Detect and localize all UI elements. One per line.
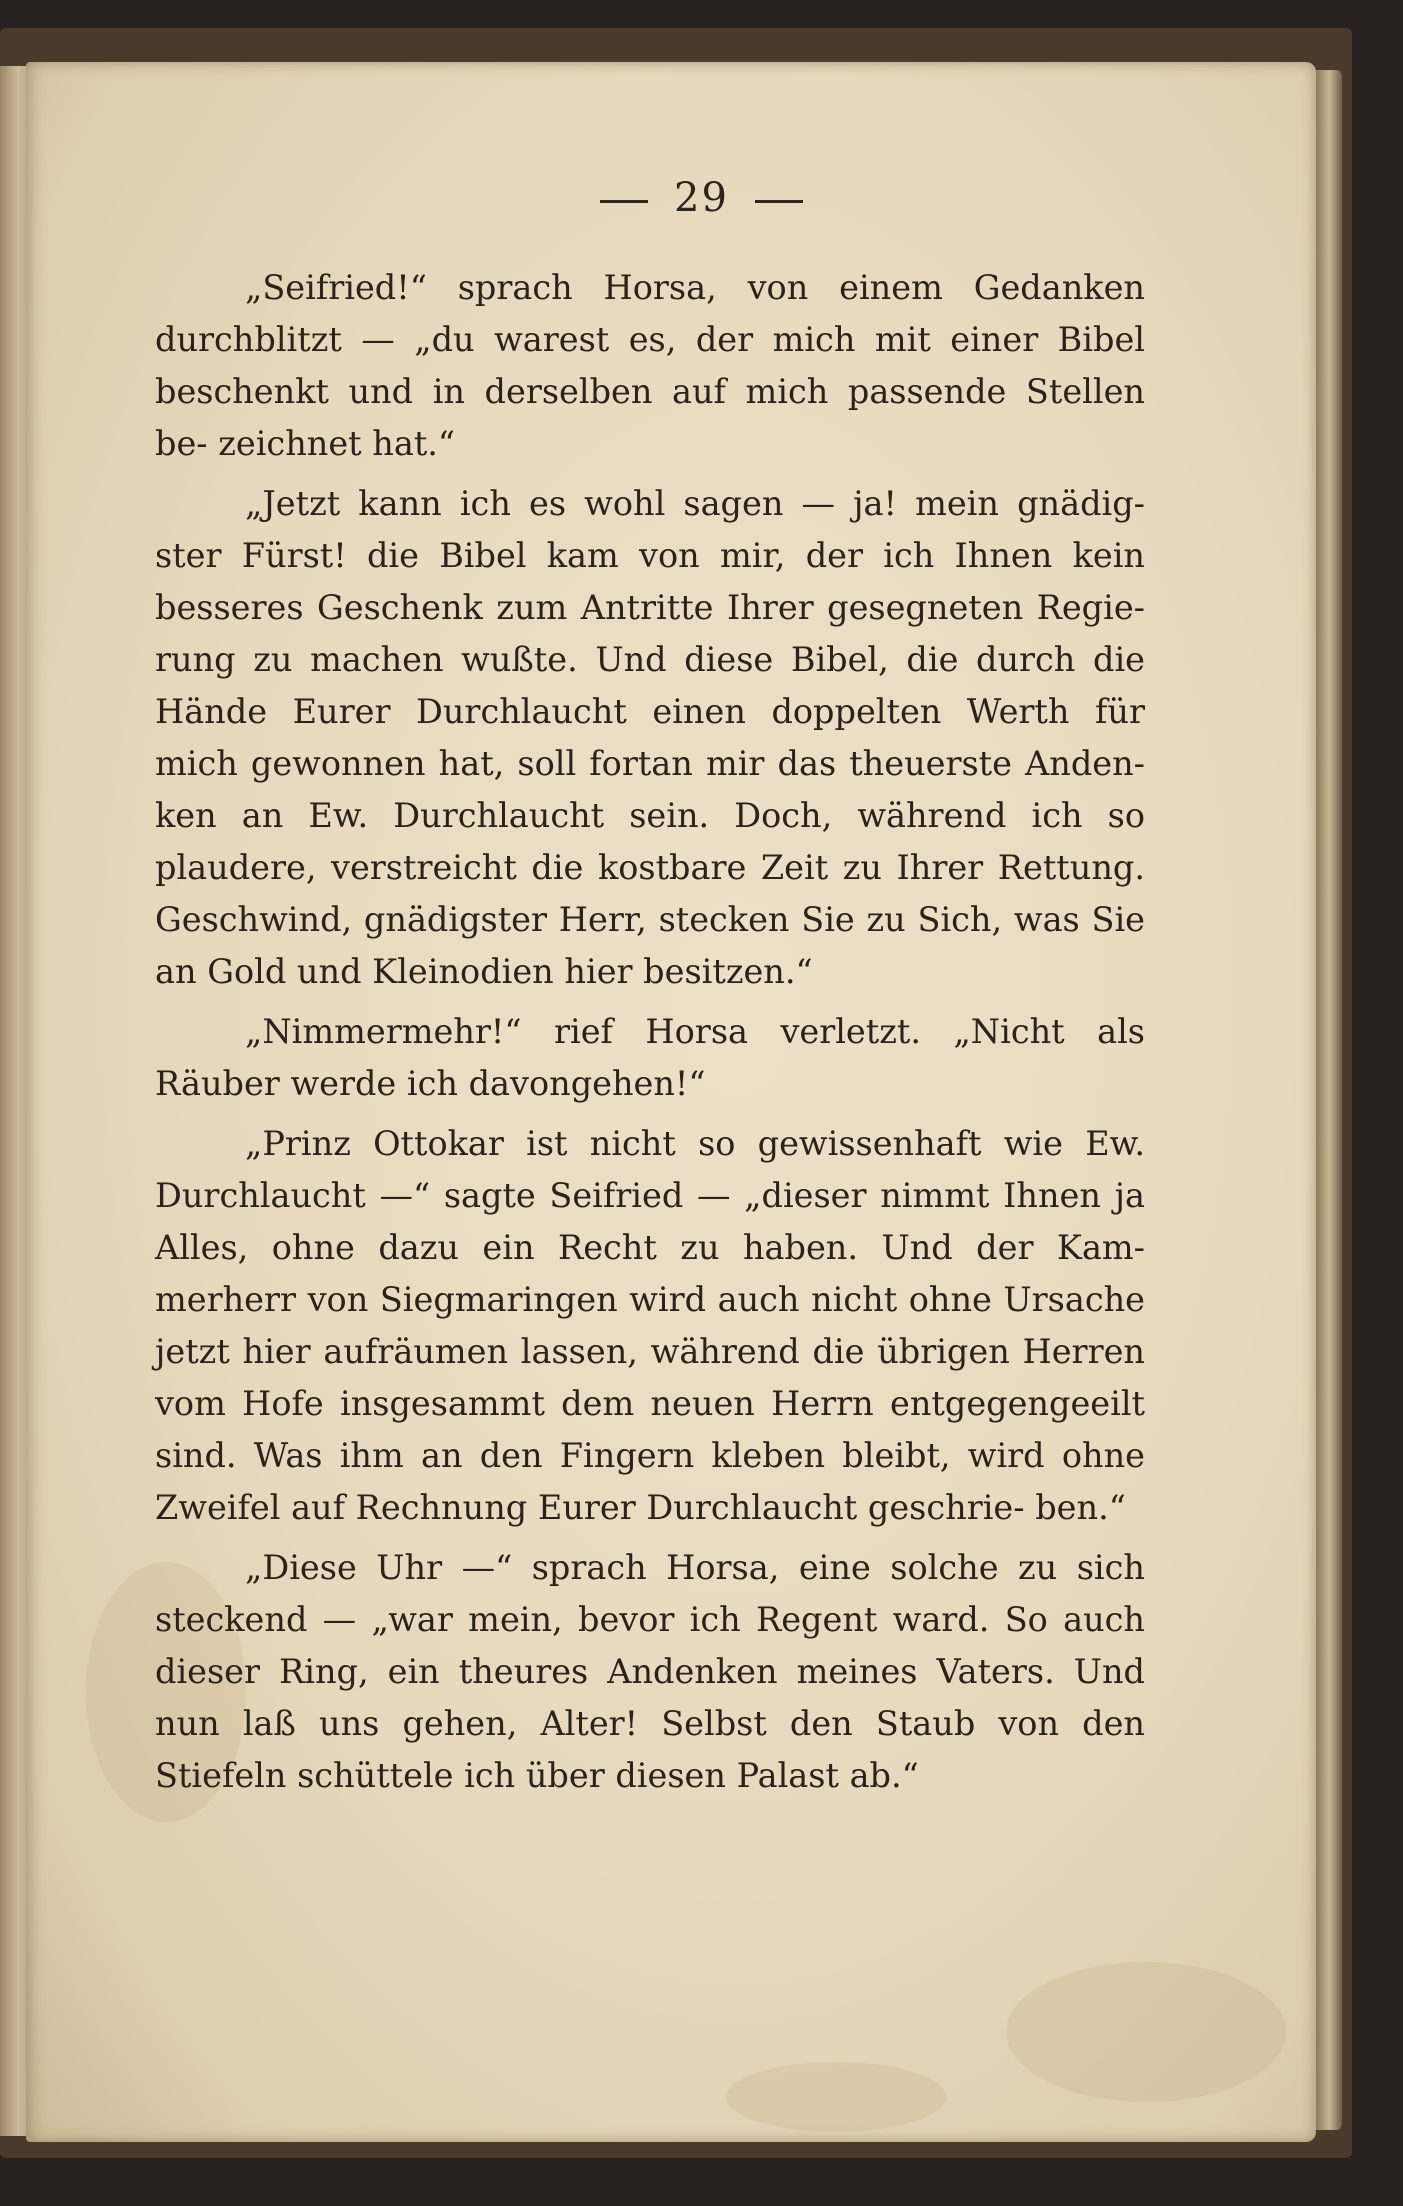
paragraph: „Nimmermehr!“ rief Horsa verletzt. „Nicht als Räuber werde ich davongehen!“ [155,1012,1145,1103]
paragraph: „Diese Uhr —“ sprach Horsa, eine solche zu sich steckend — „war mein, bevor ich Regent ward. So auch dieser Ring, ein theures Andenken meines Vaters. Und nun laß uns gehen, Alter! Selbst den Staub von den Stiefeln schüttele ich über diesen Palast ab.“ [155,1548,1145,1795]
paragraph: „Jetzt kann ich es wohl sagen — ja! mein gnädig- ster Fürst! die Bibel kam von mir, der ich Ihnen kein besseres Geschenk zum Antritte Ihrer gesegneten Regie- rung zu machen wußte. Und diese Bibel, die durch die Hände Eurer Durchlaucht einen doppelten Werth für mich gewonnen hat, soll fortan mir das theuerste Anden- ken an Ew. Durchlaucht sein. Doch, während ich so plaudere, verstreicht die kostbare Zeit zu Ihrer Rettung. Geschwind, gnädigster Herr, stecken Sie zu Sich, was Sie an Gold und Kleinodien hier besitzen.“ [155,484,1145,991]
paper-stain [1006,1962,1286,2102]
paper-stain [726,2062,946,2132]
paragraph: „Prinz Ottokar ist nicht so gewissenhaft wie Ew. Durchlaucht —“ sagte Seifried — „dieser nimmt Ihnen ja Alles, ohne dazu ein Recht zu haben. Und der Kam- merherr von Siegmaringen wird auch nicht ohne Ursache jetzt hier aufräumen lassen, während die übrigen Herren vom Hofe insgesammt dem neuen Herrn entgegengeeilt sind. Was ihm an den Fingern kleben bleibt, wird ohne Zweifel auf Rechnung Eurer Durchlaucht geschrie- ben.“ [155,1124,1145,1527]
paragraph: „Seifried!“ sprach Horsa, von einem Gedanken durchblitzt — „du warest es, der mich mit einer Bibel beschenkt und in derselben auf mich passende Stellen be- zeichnet hat.“ [155,268,1145,463]
header-dash-left [600,200,648,203]
body-text [155,262,1145,1810]
page-number: 29 [674,175,729,221]
page-header [0,175,1403,221]
header-dash-right [755,200,803,203]
